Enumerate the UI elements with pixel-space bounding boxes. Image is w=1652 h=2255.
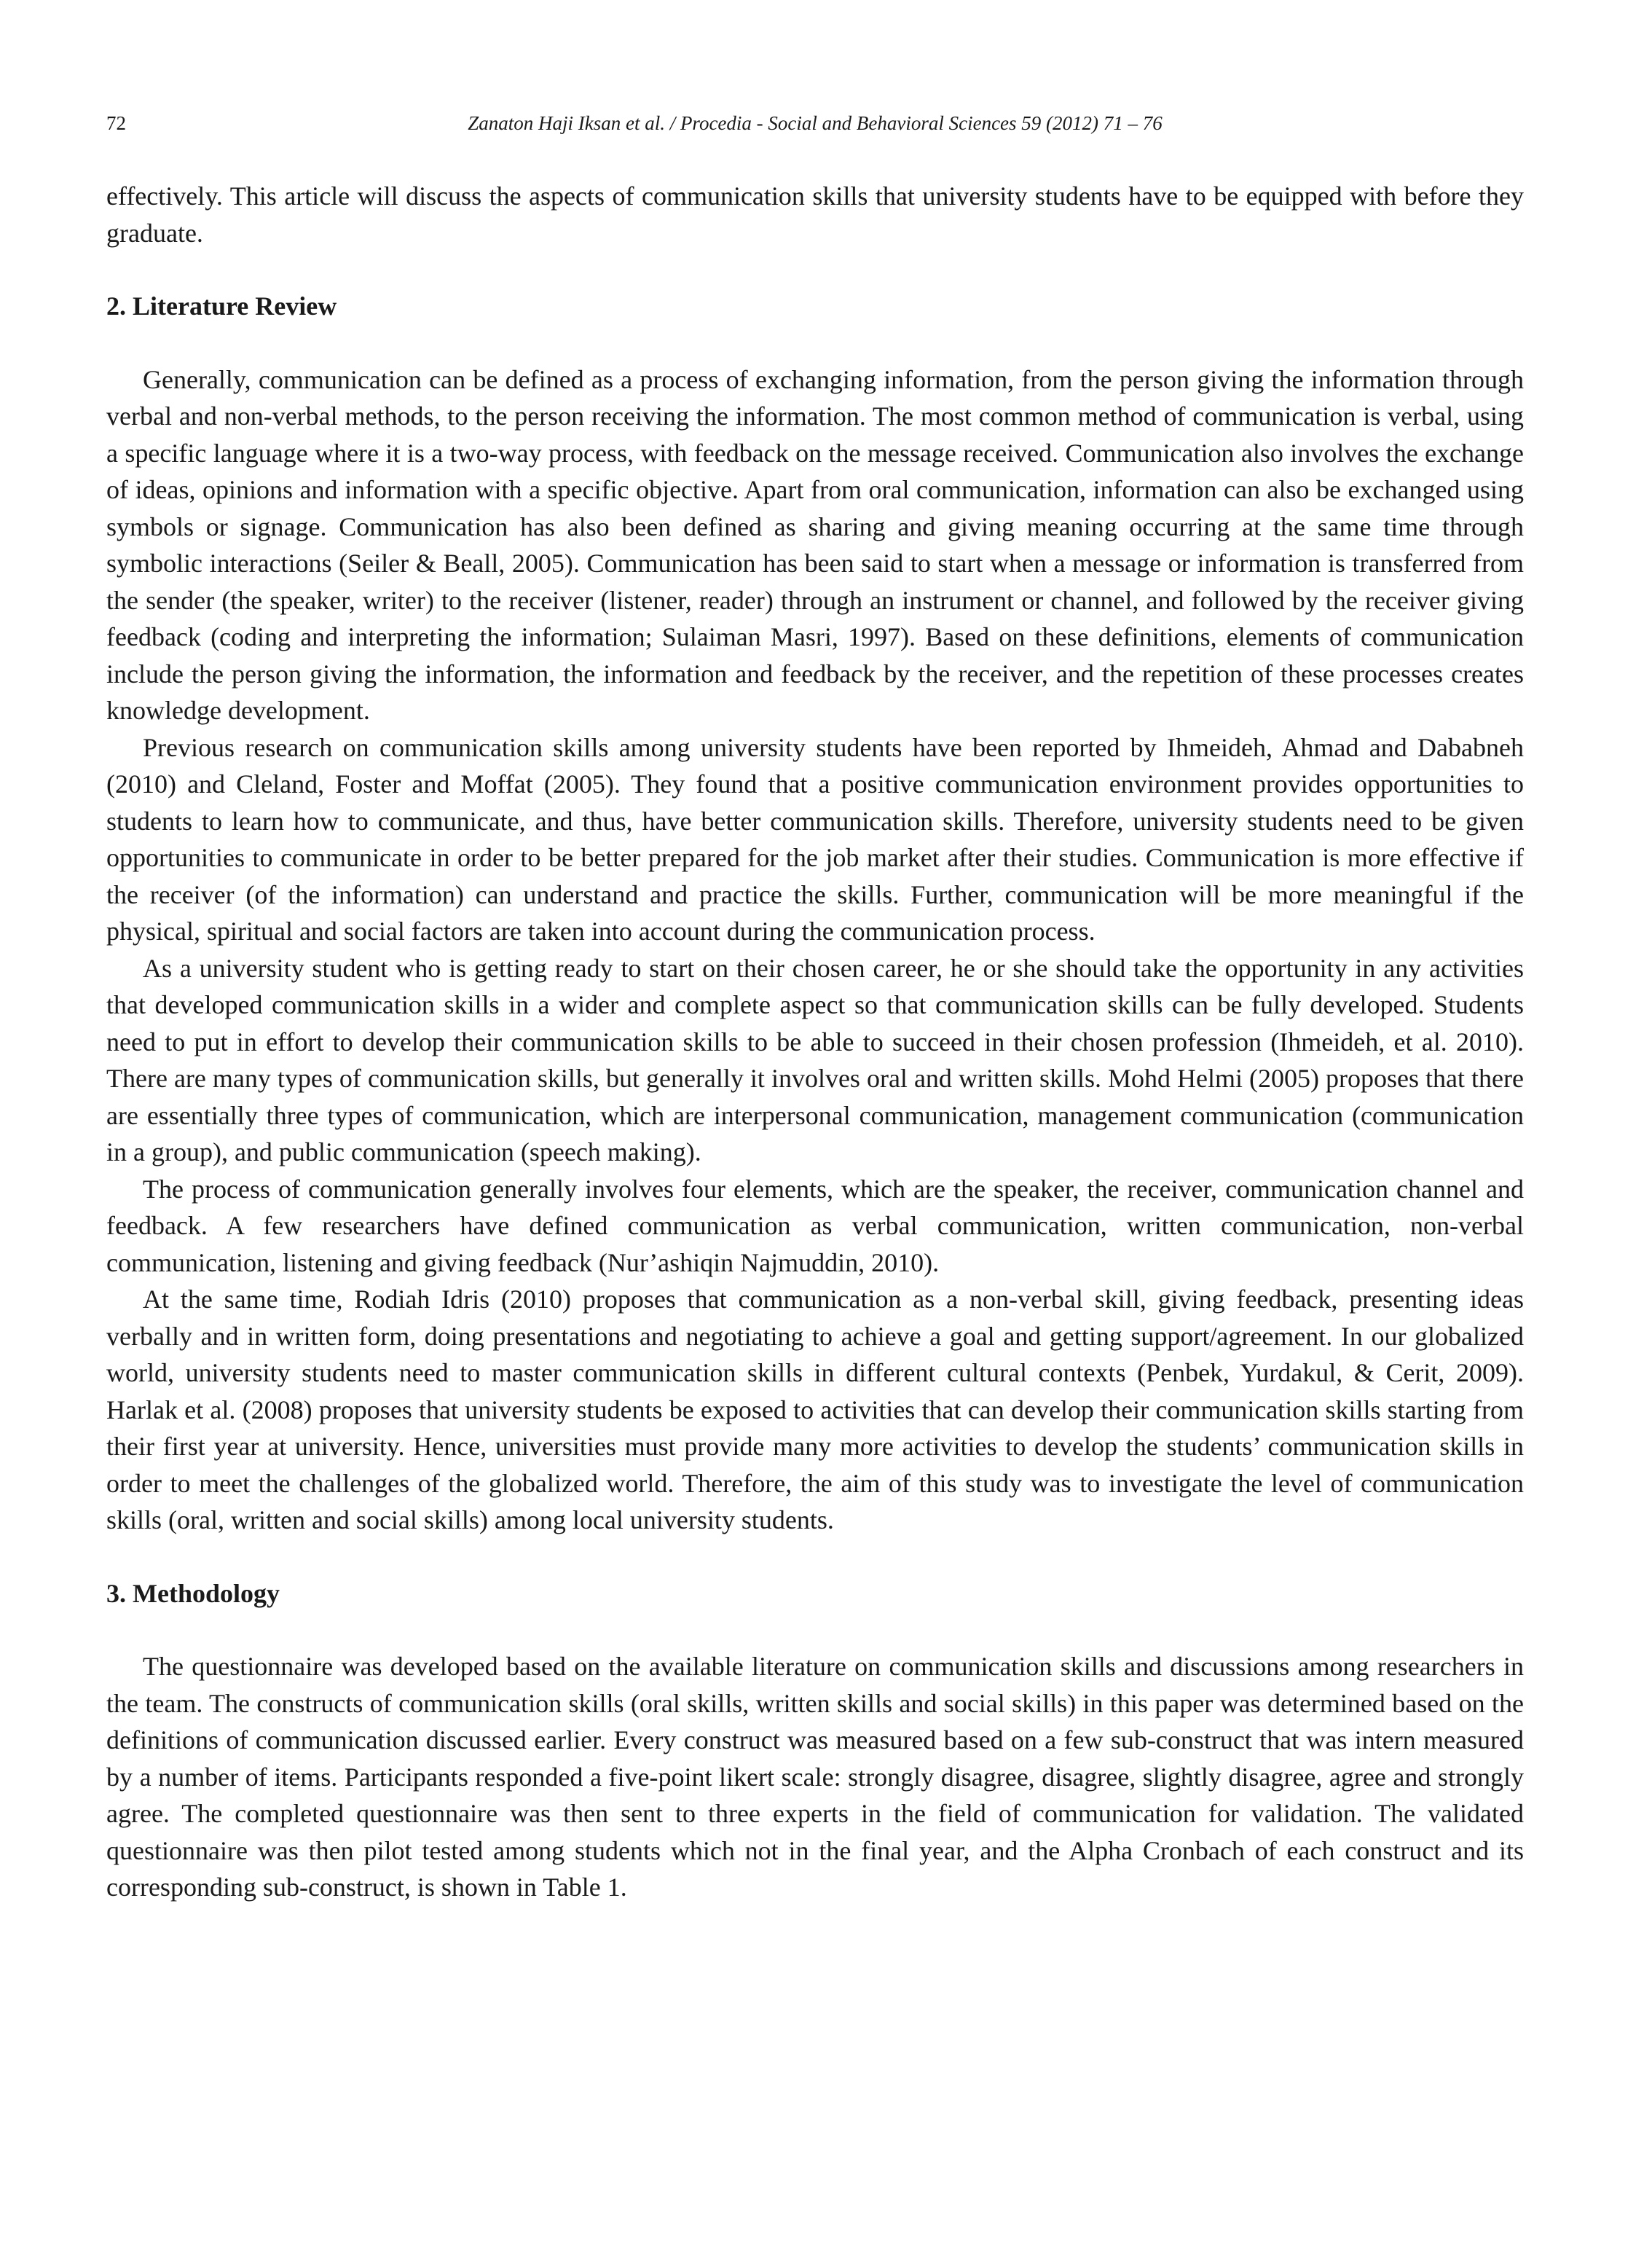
journal-citation: Zanaton Haji Iksan et al. / Procedia - Social and Behavioral Sciences 59 (2012) 71 – 76 [468,112,1163,134]
literature-paragraph-2: Previous research on communication skills among university students have been reported by Ihmeideh, Ahmad and Dababneh (2010) and Cleland, Foster and Moffat (2005). They found that a positive communication environment provides opportunities to students to learn how to communicate, and thus, have better communication skills. Therefore, university students need to be given opportunities to communicate in order to be better prepared for the job market after their studies. Communication is more effective if the receiver (of the information) can understand and practice the skills. Further, communication will be more meaningful if the physical, spiritual and social factors are taken into account during the communication process. [106,732,1524,946]
literature-paragraph-1: Generally, communication can be defined as a process of exchanging information, from the person giving the information through verbal and non-verbal methods, to the person receiving the information. The most common method of communication is verbal, using a specific language where it is a two-way process, with feedback on the message received. Communication also involves the exchange of ideas, opinions and information with a specific objective. Apart from oral communication, information can also be exchanged using symbols or signage. Communication has also been defined as sharing and giving meaning occurring at the same time through symbolic interactions (Seiler & Beall, 2005). Communication has been said to start when a message or information is transferred from the sender (the speaker, writer) to the receiver (listener, reader) through an instrument or channel, and followed by the receiver giving feedback (coding and interpreting the information; Sulaiman Masri, 1997). Based on these definitions, elements of communication include the person giving the information, the information and feedback by the receiver, and the repetition of these processes creates knowledge development. [106,364,1524,725]
section-heading-methodology: 3. Methodology [106,1578,280,1608]
intro-continuation-paragraph: effectively. This article will discuss the aspects of communication skills that university students have to be equipped with before they graduate. [106,181,1524,248]
literature-paragraph-5: At the same time, Rodiah Idris (2010) proposes that communication as a non-verbal skill, giving feedback, presenting ideas verbally and in written form, doing presentations and negotiating to achieve a goal and getting support/agreement. In our globalized world, university students need to master communication skills in different cultural contexts (Penbek, Yurdakul, & Cerit, 2009). Harlak et al. (2008) proposes that university students be exposed to activities that can develop their communication skills starting from their first year at university. Hence, universities must provide many more activities to develop the students’ communication skills in order to meet the challenges of the globalized world. Therefore, the aim of this study was to investigate the level of communication skills (oral, written and social skills) among local university students. [106,1285,1524,1534]
page-number: 72 [106,112,126,134]
section-heading-literature-review: 2. Literature Review [106,291,337,321]
methodology-paragraph-1: The questionnaire was developed based on the available literature on communication skills and discussions among researchers in the team. The constructs of communication skills (oral skills, written skills and social skills) in this paper was determined based on the definitions of communication discussed earlier. Every construct was measured based on a few sub-construct that was intern measured by a number of items. Participants responded a five-point likert scale: strongly disagree, disagree, slightly disagree, agree and strongly agree. The completed questionnaire was then sent to three experts in the field of communication for validation. The validated questionnaire was then pilot tested among students which not in the final year, and the Alpha Cronbach of each construct and its corresponding sub-construct, is shown in Table 1. [106,1652,1524,1902]
running-header [106,112,1524,141]
literature-paragraph-3: As a university student who is getting ready to start on their chosen career, he or she should take the opportunity in any activities that developed communication skills in a wider and complete aspect so that communication skills can be fully developed. Students need to put in effort to develop their communication skills to be able to succeed in their chosen profession (Ihmeideh, et al. 2010). There are many types of communication skills, but generally it involves oral and written skills. Mohd Helmi (2005) proposes that there are essentially three types of communication, which are interpersonal communication, management communication (communication in a group), and public communication (speech making). [106,953,1524,1166]
literature-paragraph-4: The process of communication generally involves four elements, which are the speaker, the receiver, communication channel and feedback. A few researchers have defined communication as verbal communication, written communication, non-verbal communication, listening and giving feedback (Nur’ashiqin Najmuddin, 2010). [106,1174,1524,1277]
body-text [106,178,1524,1906]
